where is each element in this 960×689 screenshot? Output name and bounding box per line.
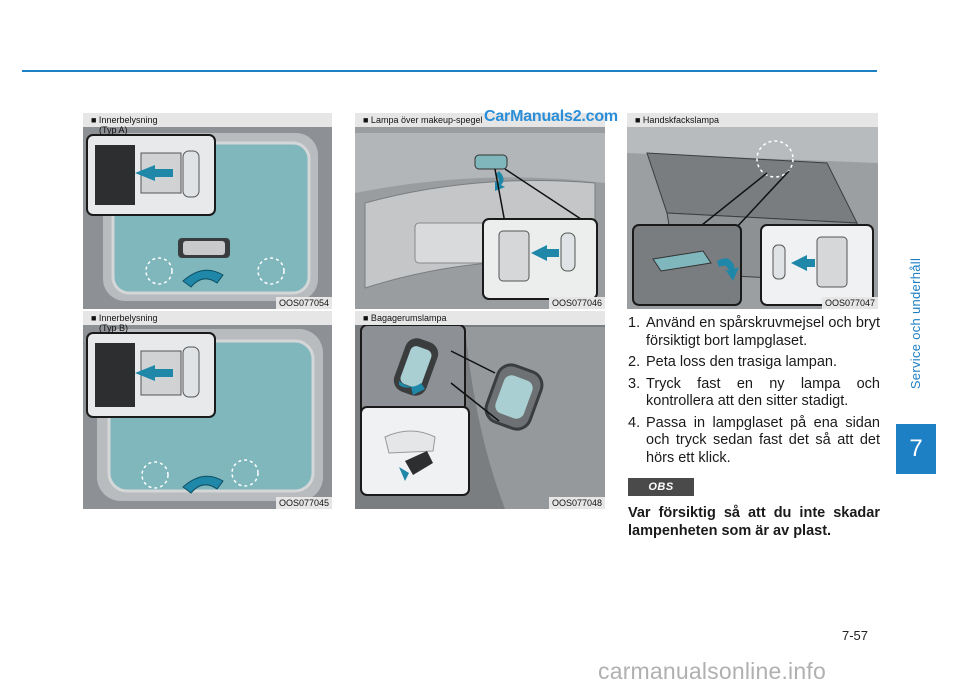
figure-code: OOS077046 bbox=[549, 297, 605, 309]
figure-subcaption: (Typ B) bbox=[99, 323, 129, 333]
figure-subcaption: (Typ A) bbox=[99, 125, 128, 135]
top-rule bbox=[22, 70, 877, 72]
chapter-side-title: Service och underhåll bbox=[908, 257, 924, 389]
step-item: 2. Peta loss den trasiga lampan. bbox=[628, 354, 838, 370]
chapter-number-tab: 7 bbox=[896, 424, 936, 474]
figure-code: OOS077045 bbox=[276, 497, 332, 509]
step-item: 1. Använd en spårskruvmejsel och bryt försiktigt bort lampglaset. bbox=[628, 315, 880, 349]
figure-caption: ■ Innerbelysning bbox=[83, 113, 332, 127]
figure-glovebox-lamp bbox=[627, 113, 878, 309]
figure-code: OOS077047 bbox=[822, 297, 878, 309]
interior-lamp-b-illustration bbox=[83, 311, 332, 509]
luggage-lamp-illustration bbox=[355, 311, 605, 509]
page-number: 7-57 bbox=[842, 628, 869, 643]
figure-interior-lamp-a bbox=[83, 113, 332, 309]
glovebox-lamp-illustration bbox=[627, 113, 878, 309]
step-item: 4. Passa in lampglaset på ena sidan och tryck sedan fast det så att det hörs ett klick. bbox=[628, 414, 880, 466]
watermark-text: CarManuals2.com bbox=[484, 108, 618, 125]
interior-lamp-a-illustration bbox=[83, 113, 332, 309]
figure-code: OOS077048 bbox=[549, 497, 605, 509]
step-item: 3. Tryck fast en ny lampa och kontrollera att den sitter stadigt. bbox=[628, 375, 880, 409]
footer-watermark: carmanualsonline.info bbox=[598, 658, 826, 684]
figure-caption: ■ Bagagerumslampa bbox=[355, 311, 605, 325]
figure-luggage-lamp bbox=[355, 311, 605, 509]
figure-caption: ■ Handskfackslampa bbox=[627, 113, 878, 127]
figure-code: OOS077054 bbox=[276, 297, 332, 309]
figure-interior-lamp-b bbox=[83, 311, 332, 509]
figure-caption: ■ Innerbelysning bbox=[83, 311, 332, 325]
figure-vanity-mirror-lamp bbox=[355, 113, 605, 309]
figure-caption: ■ Lampa över makeup-spegel bbox=[355, 113, 605, 127]
vanity-mirror-lamp-illustration bbox=[355, 113, 605, 309]
note-text: Var försiktig så att du inte skadar lampenheten som är av plast. bbox=[628, 505, 880, 539]
note-badge: OBS bbox=[628, 478, 694, 496]
instruction-steps bbox=[628, 315, 880, 471]
